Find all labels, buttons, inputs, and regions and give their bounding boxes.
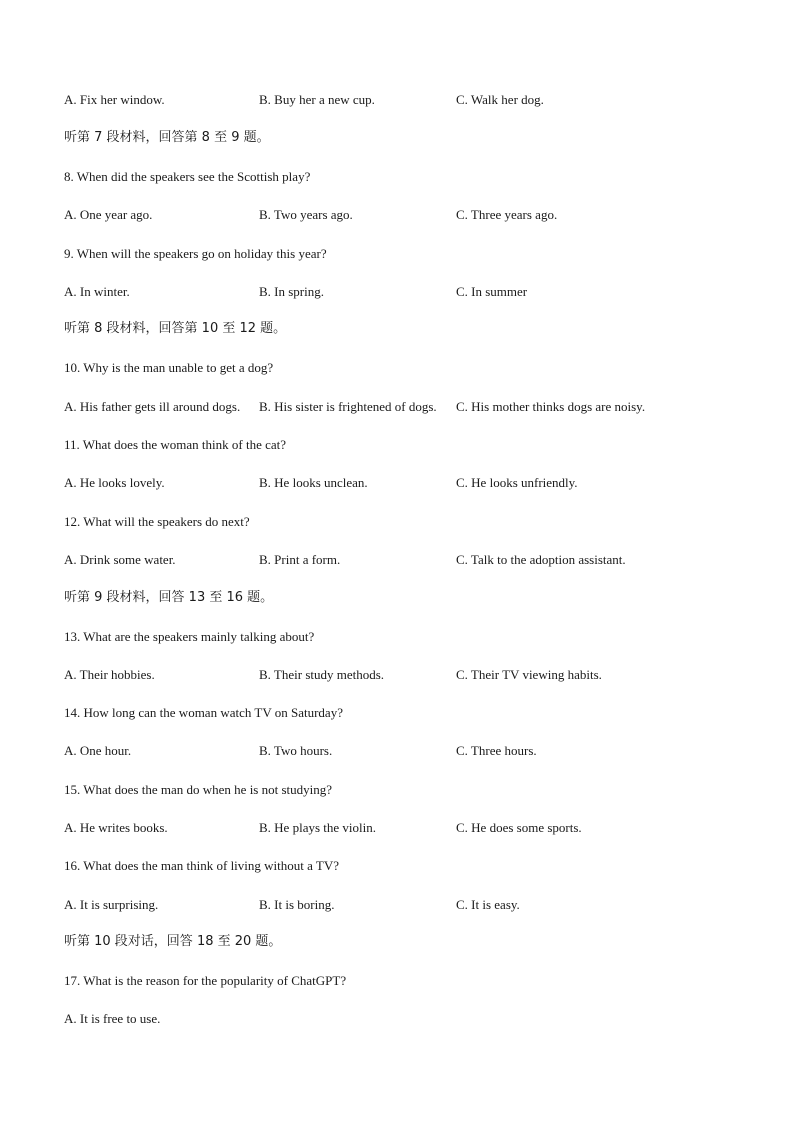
option-a: A. Their hobbies. xyxy=(64,667,155,682)
option-b: B. Two years ago. xyxy=(259,207,353,222)
option-a: A. It is free to use. xyxy=(64,1011,161,1026)
option-c: C. He does some sports. xyxy=(456,820,582,835)
option-c: C. His mother thinks dogs are noisy. xyxy=(456,399,646,414)
option-c: C. In summer xyxy=(456,284,528,299)
option-c: C. Walk her dog. xyxy=(456,92,544,107)
question-text: 8. When did the speakers see the Scottish play? xyxy=(64,169,311,184)
question-text: 16. What does the man think of living without a TV? xyxy=(64,858,340,873)
question-text: 17. What is the reason for the popularity of ChatGPT? xyxy=(64,973,347,988)
option-b: B. Their study methods. xyxy=(259,667,385,682)
option-a: A. Fix her window. xyxy=(64,92,165,107)
option-a: A. Drink some water. xyxy=(64,552,176,567)
section-header: 听第 8 段材料，回答第 10 至 12 题。 xyxy=(64,321,287,336)
option-a: A. One year ago. xyxy=(64,207,153,222)
option-a: A. He writes books. xyxy=(64,820,168,835)
section-header: 听第 7 段材料，回答第 8 至 9 题。 xyxy=(64,130,270,145)
question-text: 11. What does the woman think of the cat? xyxy=(64,437,287,452)
question-text: 13. What are the speakers mainly talking about? xyxy=(64,629,315,644)
option-b: B. His sister is frightened of dogs. xyxy=(259,399,437,414)
option-c: C. Talk to the adoption assistant. xyxy=(456,552,626,567)
option-b: B. In spring. xyxy=(259,284,324,299)
option-a: A. His father gets ill around dogs. xyxy=(64,399,241,414)
option-a: A. He looks lovely. xyxy=(64,475,165,490)
option-b: B. Two hours. xyxy=(259,743,333,758)
question-text: 15. What does the man do when he is not studying? xyxy=(64,782,333,797)
section-header: 听第 10 段对话，回答 18 至 20 题。 xyxy=(64,934,282,949)
option-a: A. It is surprising. xyxy=(64,897,159,912)
option-a: A. In winter. xyxy=(64,284,130,299)
option-c: C. Three years ago. xyxy=(456,207,558,222)
option-b: B. Print a form. xyxy=(259,552,341,567)
option-c: C. Their TV viewing habits. xyxy=(456,667,602,682)
option-a: A. One hour. xyxy=(64,743,132,758)
option-c: C. Three hours. xyxy=(456,743,537,758)
section-header: 听第 9 段材料，回答 13 至 16 题。 xyxy=(64,590,274,605)
question-text: 9. When will the speakers go on holiday this year? xyxy=(64,246,327,261)
option-b: B. Buy her a new cup. xyxy=(259,92,375,107)
question-text: 12. What will the speakers do next? xyxy=(64,514,250,529)
question-text: 14. How long can the woman watch TV on Saturday? xyxy=(64,705,343,720)
question-text: 10. Why is the man unable to get a dog? xyxy=(64,360,274,375)
option-c: C. It is easy. xyxy=(456,897,520,912)
option-b: B. It is boring. xyxy=(259,897,335,912)
option-c: C. He looks unfriendly. xyxy=(456,475,578,490)
option-b: B. He plays the violin. xyxy=(259,820,376,835)
option-b: B. He looks unclean. xyxy=(259,475,368,490)
